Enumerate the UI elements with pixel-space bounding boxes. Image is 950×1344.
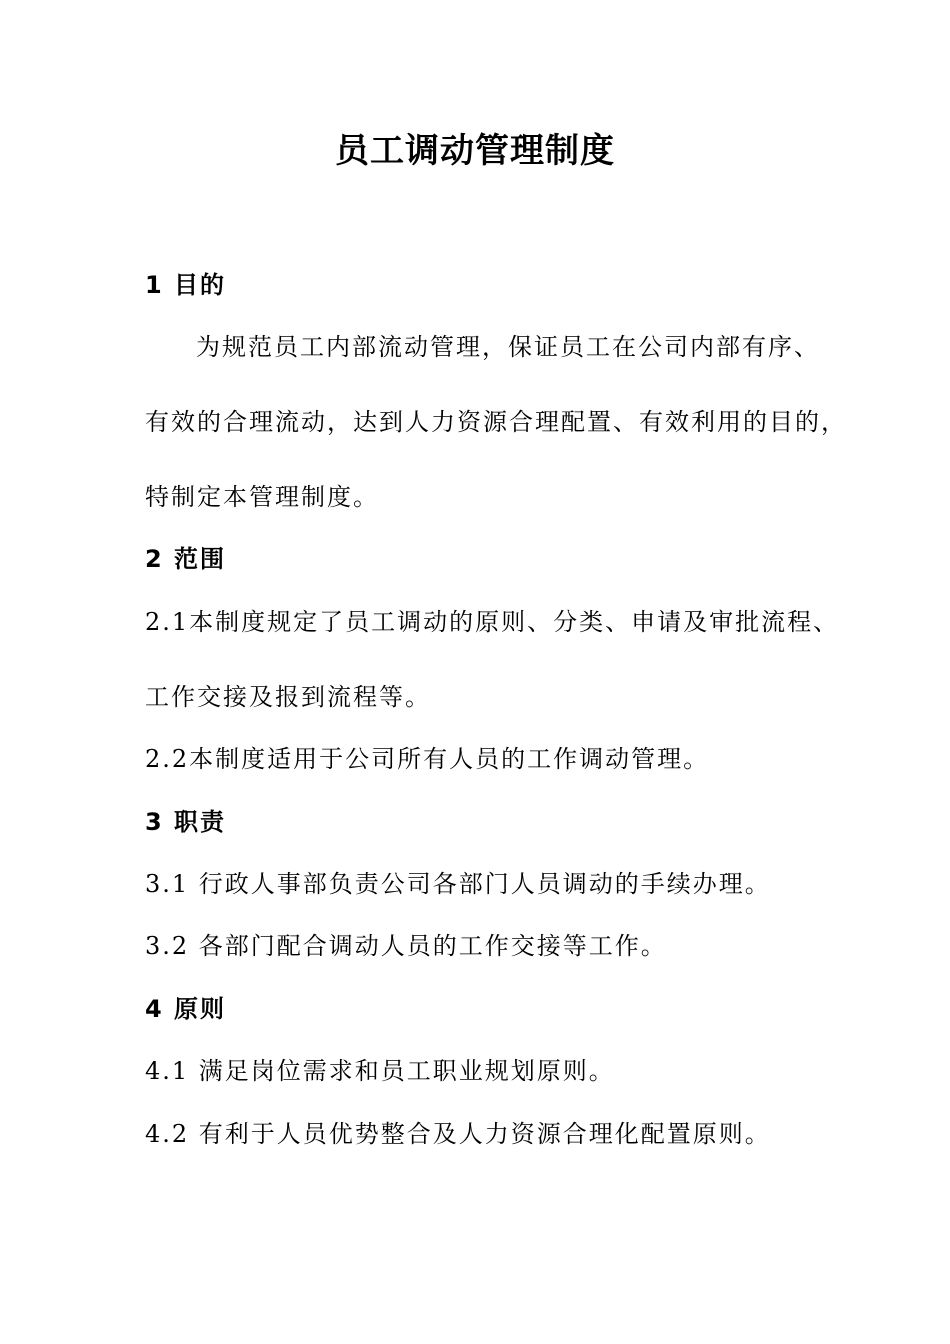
paragraph-line: 4.2 有利于人员优势整合及人力资源合理化配置原则。 [145,1120,771,1148]
section-heading-purpose: 1 目的 [145,271,227,299]
paragraph-line: 4.1 满足岗位需求和员工职业规划原则。 [145,1057,615,1085]
paragraph-line: 3.1 行政人事部负责公司各部门人员调动的手续办理。 [145,870,771,898]
paragraph-line: 为规范员工内部流动管理，保证员工在公司内部有序、 [196,333,820,361]
paragraph-line: 特制定本管理制度。 [145,483,379,511]
section-heading-responsibilities: 3 职责 [145,808,227,836]
document-title: 员工调动管理制度 [335,131,615,171]
paragraph-line: 3.2 各部门配合调动人员的工作交接等工作。 [145,932,667,960]
paragraph-line: 2.1本制度规定了员工调动的原则、分类、申请及审批流程、 [145,608,840,636]
section-heading-scope: 2 范围 [145,545,227,573]
paragraph-line: 工作交接及报到流程等。 [145,683,431,711]
paragraph-line: 有效的合理流动，达到人力资源合理配置、有效利用的目的， [145,408,847,436]
section-heading-principles: 4 原则 [145,995,227,1023]
paragraph-line: 2.2本制度适用于公司所有人员的工作调动管理。 [145,745,710,773]
